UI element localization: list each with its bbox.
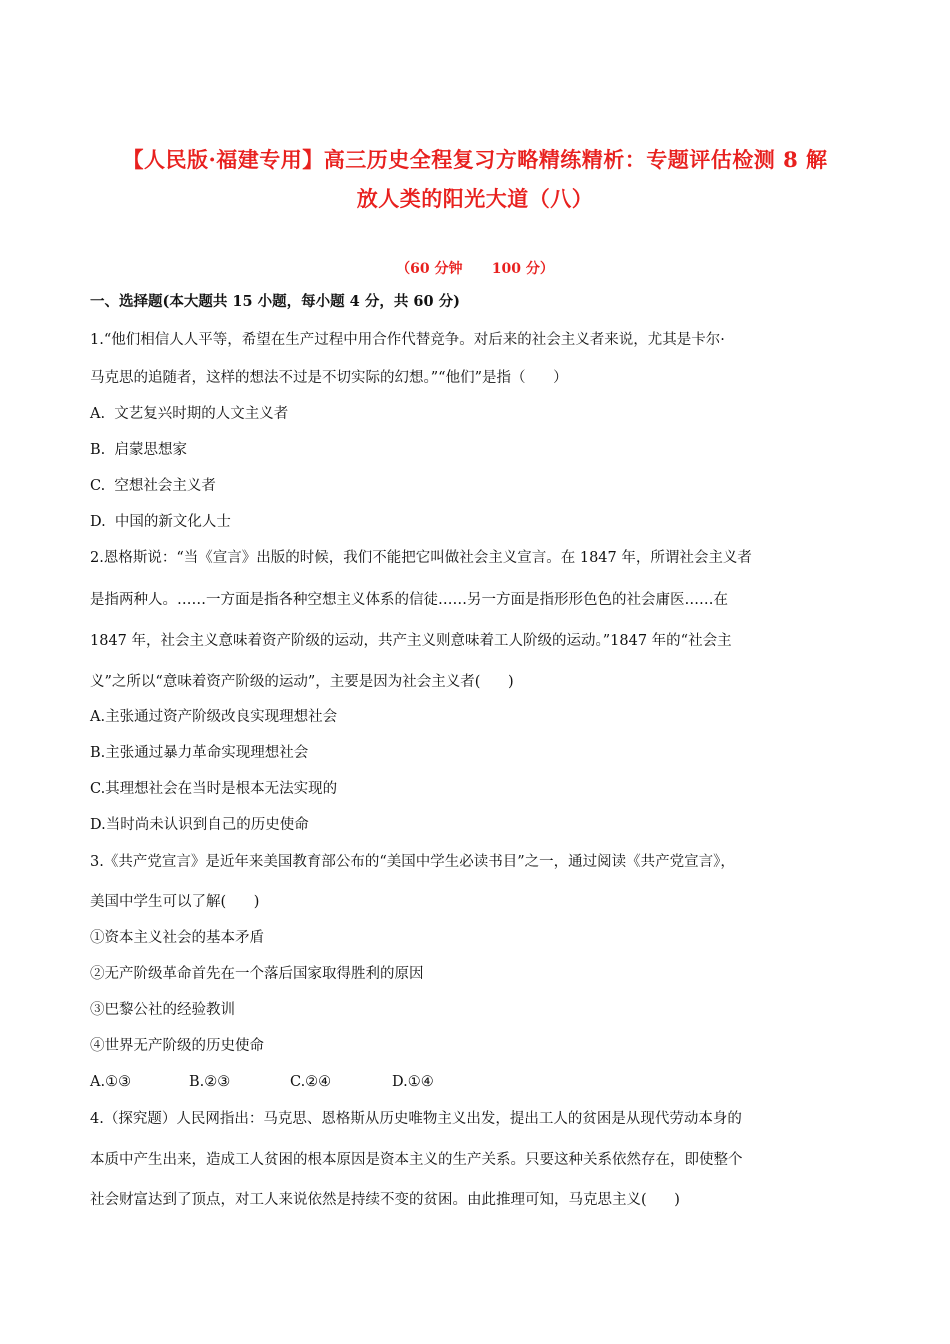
question-4-line-3: 社会财富达到了顶点，对工人来说依然是持续不变的贫困。由此推理可知，马克思主义( ): [90, 1192, 680, 1208]
question-2-line-4: 义”之所以“意味着资产阶级的运动”，主要是因为社会主义者( ): [90, 674, 514, 690]
question-1-option-b: B. 启蒙思想家: [90, 442, 187, 458]
question-1-line-1: 1.“他们相信人人平等，希望在生产过程中用合作代替竞争。对后来的社会主义者来说，尤其是卡尔·: [90, 332, 725, 348]
question-2-option-a: A.主张通过资产阶级改良实现理想社会: [90, 709, 338, 725]
question-3-choice-d: D.①④: [392, 1074, 434, 1090]
question-2-option-d: D.当时尚未认识到自己的历史使命: [90, 817, 309, 833]
question-3-line-2: 美国中学生可以了解( ): [90, 894, 260, 910]
question-3-item-1: ①资本主义社会的基本矛盾: [90, 930, 264, 946]
question-2-line-3: 1847 年，社会主义意味着资产阶级的运动，共产主义则意味着工人阶级的运动。”1847 年的“社会主: [90, 633, 732, 649]
document-title-line-1: 【人民版·福建专用】高三历史全程复习方略精练精析：专题评估检测 8 解: [122, 147, 828, 172]
question-1-option-a: A. 文艺复兴时期的人文主义者: [90, 406, 289, 422]
exam-time-score: （60 分钟 100 分）: [396, 261, 554, 277]
question-1-line-2: 马克思的追随者，这样的想法不过是不切实际的幻想。”“他们”是指（ ）: [90, 370, 568, 386]
question-3-item-3: ③巴黎公社的经验教训: [90, 1002, 235, 1018]
question-3-choice-b: B.②③: [189, 1074, 231, 1090]
section-heading: 一、选择题(本大题共 15 小题，每小题 4 分，共 60 分): [90, 293, 460, 310]
question-3-line-1: 3.《共产党宣言》是近年来美国教育部公布的“美国中学生必读书目”之一，通过阅读《共产党宣言》，: [90, 854, 735, 870]
question-4-line-1: 4.（探究题）人民网指出：马克思、恩格斯从历史唯物主义出发，提出工人的贫困是从现代劳动本身的: [90, 1111, 742, 1127]
question-3-item-4: ④世界无产阶级的历史使命: [90, 1038, 264, 1054]
document-title-line-2: 放人类的阳光大道（八）: [356, 186, 594, 211]
question-4-line-2: 本质中产生出来，造成工人贫困的根本原因是资本主义的生产关系。只要这种关系依然存在，即使整个: [90, 1152, 743, 1168]
question-1-option-c: C. 空想社会主义者: [90, 478, 216, 494]
question-2-option-b: B.主张通过暴力革命实现理想社会: [90, 745, 309, 761]
question-1-option-d: D. 中国的新文化人士: [90, 514, 231, 530]
question-2-line-2: 是指两种人。……一方面是指各种空想主义体系的信徒……另一方面是指形形色色的社会庸医……在: [90, 592, 728, 608]
question-2-option-c: C.其理想社会在当时是根本无法实现的: [90, 781, 338, 797]
question-3-choice-a: A.①③: [90, 1074, 132, 1090]
question-2-line-1: 2.恩格斯说：“当《宣言》出版的时候，我们不能把它叫做社会主义宣言。在 1847 年，所谓社会主义者: [90, 550, 752, 566]
question-3-item-2: ②无产阶级革命首先在一个落后国家取得胜利的原因: [90, 966, 424, 982]
question-3-choice-c: C.②④: [290, 1074, 332, 1090]
